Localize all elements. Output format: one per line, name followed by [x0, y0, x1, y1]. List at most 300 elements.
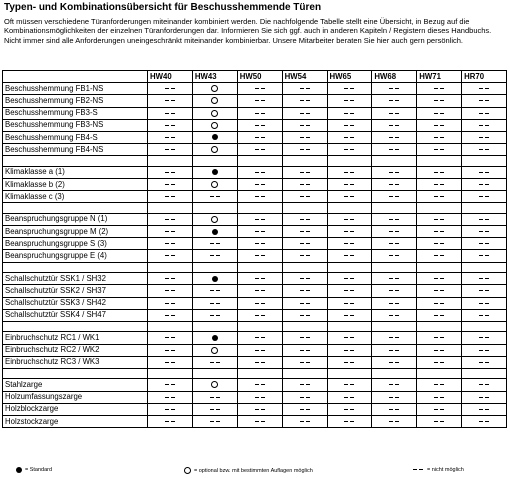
dash-icon [388, 227, 400, 236]
row-label: Holzblockzarge [3, 403, 148, 415]
table-cell [148, 226, 193, 238]
table-cell [417, 144, 462, 156]
table-cell [372, 213, 417, 225]
row-label: Einbruchschutz RC3 / WK3 [3, 356, 148, 368]
table-row [3, 191, 507, 203]
row-label: Schallschutztür SSK2 / SH37 [3, 285, 148, 297]
table-cell [282, 391, 327, 403]
table-cell [417, 285, 462, 297]
header-blank [3, 71, 148, 83]
table-cell [192, 107, 237, 119]
dash-icon [433, 192, 445, 201]
dash-icon [343, 120, 355, 129]
dash-icon [433, 392, 445, 401]
table-cell [372, 403, 417, 415]
table-cell [327, 391, 372, 403]
dash-icon [254, 251, 266, 260]
dash-icon [343, 417, 355, 426]
table-cell [372, 226, 417, 238]
dash-icon [433, 333, 445, 342]
dash-icon [388, 96, 400, 105]
row-label: Beanspruchungsgruppe N (1) [3, 213, 148, 225]
table-cell [372, 238, 417, 250]
dash-icon [209, 404, 221, 413]
table-cell [327, 107, 372, 119]
column-header: HW54 [282, 71, 327, 83]
table-row [3, 83, 507, 95]
table-cell [282, 131, 327, 143]
spacer-cell [282, 262, 327, 273]
table-cell [462, 403, 507, 415]
table-cell [192, 191, 237, 203]
table-cell [462, 166, 507, 178]
table-cell [148, 131, 193, 143]
dash-icon [254, 345, 266, 354]
dash-icon [164, 298, 176, 307]
row-label: Holzstockzarge [3, 416, 148, 428]
table-cell [192, 144, 237, 156]
table-cell [372, 179, 417, 191]
spacer-cell [462, 321, 507, 332]
table-cell [417, 107, 462, 119]
dash-icon [388, 357, 400, 366]
dash-icon [254, 310, 266, 319]
dash-icon [388, 180, 400, 189]
table-cell [417, 179, 462, 191]
spacer-cell [327, 156, 372, 167]
dash-icon [254, 380, 266, 389]
table-cell [417, 416, 462, 428]
table-cell [237, 131, 282, 143]
table-cell [237, 391, 282, 403]
table-cell [192, 285, 237, 297]
table-cell [237, 356, 282, 368]
dash-icon [299, 145, 311, 154]
table-cell [417, 309, 462, 321]
spacer-cell [192, 203, 237, 214]
row-label: Schallschutztür SSK4 / SH47 [3, 309, 148, 321]
table-cell [327, 144, 372, 156]
dash-icon [254, 333, 266, 342]
dash-icon [388, 133, 400, 142]
spacer-row [3, 262, 507, 273]
table-cell [462, 285, 507, 297]
spacer-cell [417, 156, 462, 167]
table-cell [417, 403, 462, 415]
table-cell [417, 332, 462, 344]
spacer-cell [3, 203, 148, 214]
spacer-cell [192, 321, 237, 332]
dash-icon [388, 333, 400, 342]
dash-icon [478, 227, 490, 236]
table-cell [282, 144, 327, 156]
table-row [3, 179, 507, 191]
table-cell [237, 166, 282, 178]
row-label: Klimaklasse a (1) [3, 166, 148, 178]
table-row [3, 391, 507, 403]
legend [0, 465, 510, 477]
dash-icon [478, 298, 490, 307]
column-header: HW65 [327, 71, 372, 83]
table-cell [148, 344, 193, 356]
dash-icon [164, 180, 176, 189]
spacer-cell [327, 262, 372, 273]
dash-icon [299, 380, 311, 389]
table-cell [462, 213, 507, 225]
column-header: HW71 [417, 71, 462, 83]
table-cell [462, 107, 507, 119]
table-row [3, 309, 507, 321]
spacer-cell [372, 156, 417, 167]
row-label: Beanspruchungsgruppe M (2) [3, 226, 148, 238]
table-cell [148, 107, 193, 119]
table-cell [148, 332, 193, 344]
open-circle-icon [211, 110, 218, 117]
table-cell [462, 250, 507, 262]
table-row [3, 166, 507, 178]
dash-icon [209, 357, 221, 366]
dash-icon [164, 404, 176, 413]
table-cell [282, 213, 327, 225]
legend-optional-label: = optional bzw. mit bestimmten Auflagen möglich [194, 467, 313, 474]
table-cell [327, 297, 372, 309]
table-row [3, 273, 507, 285]
table-row [3, 107, 507, 119]
legend-optional [184, 467, 313, 474]
dash-icon [299, 239, 311, 248]
filled-dot-icon [212, 335, 218, 341]
dash-icon [343, 392, 355, 401]
table-cell [237, 403, 282, 415]
open-circle-icon [211, 146, 218, 153]
spacer-cell [417, 203, 462, 214]
dash-icon [299, 310, 311, 319]
table-cell [282, 379, 327, 391]
dash-icon [478, 345, 490, 354]
spacer-cell [417, 321, 462, 332]
table-cell [327, 119, 372, 131]
table-cell [148, 379, 193, 391]
table-cell [192, 391, 237, 403]
table-cell [372, 107, 417, 119]
spacer-cell [192, 262, 237, 273]
dash-icon [388, 298, 400, 307]
dash-icon [433, 357, 445, 366]
dash-icon [299, 120, 311, 129]
table-cell [148, 250, 193, 262]
dash-icon [433, 180, 445, 189]
spacer-cell [237, 262, 282, 273]
dash-icon [478, 192, 490, 201]
dash-icon [254, 145, 266, 154]
table-cell [282, 226, 327, 238]
dash-icon [254, 404, 266, 413]
dash-icon [254, 84, 266, 93]
dash-icon [433, 310, 445, 319]
table-row [3, 131, 507, 143]
dash-icon [478, 404, 490, 413]
dash-icon [164, 274, 176, 283]
table-cell [462, 191, 507, 203]
table-cell [462, 332, 507, 344]
table-cell [148, 403, 193, 415]
table-cell [327, 226, 372, 238]
dash-icon [343, 345, 355, 354]
dash-icon [209, 310, 221, 319]
dash-icon [209, 392, 221, 401]
table-cell [462, 131, 507, 143]
dash-icon [164, 133, 176, 142]
dash-icon [388, 145, 400, 154]
table-cell [192, 95, 237, 107]
table-cell [148, 83, 193, 95]
dash-icon [299, 192, 311, 201]
dash-icon [299, 251, 311, 260]
table-cell [148, 144, 193, 156]
filled-dot-icon [212, 134, 218, 140]
dash-icon [433, 227, 445, 236]
table-cell [148, 297, 193, 309]
table-row [3, 226, 507, 238]
table-row [3, 416, 507, 428]
table-cell [327, 285, 372, 297]
table-cell [237, 191, 282, 203]
table-row [3, 379, 507, 391]
table-row [3, 119, 507, 131]
dash-icon [433, 145, 445, 154]
table-cell [148, 416, 193, 428]
table-cell [282, 238, 327, 250]
dash-icon [433, 239, 445, 248]
column-header: HR70 [462, 71, 507, 83]
dash-icon [388, 380, 400, 389]
dash-icon [209, 251, 221, 260]
table-cell [462, 344, 507, 356]
dash-icon [388, 239, 400, 248]
row-label: Einbruchschutz RC2 / WK2 [3, 344, 148, 356]
spacer-row [3, 203, 507, 214]
table-cell [327, 191, 372, 203]
dash-icon [343, 214, 355, 223]
dash-icon [299, 274, 311, 283]
dash-icon [478, 251, 490, 260]
dash-icon [164, 108, 176, 117]
table-cell [462, 95, 507, 107]
table-cell [327, 403, 372, 415]
open-circle-icon [184, 467, 191, 474]
table-cell [327, 238, 372, 250]
dash-icon [299, 333, 311, 342]
table-cell [372, 332, 417, 344]
dash-icon [478, 108, 490, 117]
table-cell [372, 95, 417, 107]
table-cell [192, 273, 237, 285]
table-cell [192, 119, 237, 131]
dash-icon [299, 392, 311, 401]
dash-icon [343, 310, 355, 319]
dash-icon [388, 214, 400, 223]
dash-icon [388, 120, 400, 129]
spacer-cell [372, 368, 417, 379]
table-cell [192, 83, 237, 95]
spacer-cell [462, 368, 507, 379]
table-cell [237, 95, 282, 107]
table-cell [372, 309, 417, 321]
dash-icon [164, 167, 176, 176]
table-cell [148, 238, 193, 250]
table-cell [372, 379, 417, 391]
table-cell [417, 95, 462, 107]
table-cell [282, 285, 327, 297]
table-cell [237, 379, 282, 391]
table-cell [372, 191, 417, 203]
dash-icon [412, 467, 424, 473]
dash-icon [343, 180, 355, 189]
dash-icon [433, 214, 445, 223]
table-cell [372, 285, 417, 297]
dash-icon [343, 227, 355, 236]
dash-icon [478, 120, 490, 129]
dash-icon [343, 239, 355, 248]
spacer-cell [192, 368, 237, 379]
dash-icon [433, 96, 445, 105]
dash-icon [164, 333, 176, 342]
dash-icon [388, 192, 400, 201]
table-cell [192, 166, 237, 178]
table-cell [237, 309, 282, 321]
table-cell [282, 309, 327, 321]
dash-icon [478, 96, 490, 105]
row-label: Beschusshemmung FB1-NS [3, 83, 148, 95]
dash-icon [343, 84, 355, 93]
table-cell [462, 356, 507, 368]
table-cell [237, 297, 282, 309]
table-cell [417, 250, 462, 262]
table-cell [372, 250, 417, 262]
dash-icon [478, 274, 490, 283]
dash-icon [343, 380, 355, 389]
dash-icon [209, 298, 221, 307]
filled-dot-icon [212, 276, 218, 282]
spacer-cell [3, 321, 148, 332]
dash-icon [478, 145, 490, 154]
table-cell [327, 131, 372, 143]
table-cell [372, 297, 417, 309]
table-cell [417, 297, 462, 309]
dash-icon [478, 167, 490, 176]
row-label: Beschusshemmung FB2-NS [3, 95, 148, 107]
legend-not-possible [412, 467, 464, 473]
table-cell [372, 144, 417, 156]
table-cell [462, 391, 507, 403]
table-cell [148, 309, 193, 321]
table-cell [192, 250, 237, 262]
dash-icon [478, 180, 490, 189]
table-cell [282, 273, 327, 285]
dash-icon [433, 274, 445, 283]
table-cell [192, 416, 237, 428]
table-cell [148, 95, 193, 107]
dash-icon [254, 298, 266, 307]
dash-icon [209, 417, 221, 426]
table-cell [417, 131, 462, 143]
table-cell [417, 356, 462, 368]
table-cell [282, 119, 327, 131]
table-cell [417, 166, 462, 178]
dash-icon [209, 239, 221, 248]
table-cell [237, 273, 282, 285]
table-cell [237, 119, 282, 131]
spacer-cell [3, 262, 148, 273]
table-cell [282, 250, 327, 262]
table-cell [237, 107, 282, 119]
dash-icon [433, 286, 445, 295]
table-cell [327, 356, 372, 368]
dash-icon [433, 298, 445, 307]
table-cell [462, 309, 507, 321]
dash-icon [388, 286, 400, 295]
dash-icon [254, 180, 266, 189]
dash-icon [433, 404, 445, 413]
table-cell [192, 238, 237, 250]
dash-icon [299, 133, 311, 142]
dash-icon [254, 133, 266, 142]
table-row [3, 403, 507, 415]
dash-icon [164, 286, 176, 295]
spacer-cell [282, 321, 327, 332]
table-cell [282, 356, 327, 368]
table-cell [192, 226, 237, 238]
filled-dot-icon [212, 229, 218, 235]
table-cell [417, 273, 462, 285]
table-cell [327, 83, 372, 95]
spacer-cell [327, 203, 372, 214]
open-circle-icon [211, 381, 218, 388]
dash-icon [433, 345, 445, 354]
dash-icon [299, 286, 311, 295]
spacer-cell [327, 368, 372, 379]
spacer-cell [372, 203, 417, 214]
dash-icon [254, 192, 266, 201]
dash-icon [433, 84, 445, 93]
dash-icon [343, 96, 355, 105]
spacer-cell [282, 203, 327, 214]
spacer-row [3, 321, 507, 332]
table-cell [417, 226, 462, 238]
dash-icon [299, 214, 311, 223]
spacer-cell [237, 368, 282, 379]
table-cell [372, 166, 417, 178]
table-cell [282, 416, 327, 428]
table-cell [148, 356, 193, 368]
row-label: Klimaklasse b (2) [3, 179, 148, 191]
table-row [3, 332, 507, 344]
table-row [3, 356, 507, 368]
spacer-cell [417, 368, 462, 379]
column-header: HW43 [192, 71, 237, 83]
table-cell [462, 379, 507, 391]
dash-icon [164, 310, 176, 319]
dash-icon [254, 417, 266, 426]
spacer-cell [148, 368, 193, 379]
table-row [3, 285, 507, 297]
table-cell [372, 119, 417, 131]
dash-icon [164, 392, 176, 401]
dash-icon [343, 274, 355, 283]
dash-icon [254, 239, 266, 248]
spacer-cell [3, 156, 148, 167]
dash-icon [388, 274, 400, 283]
